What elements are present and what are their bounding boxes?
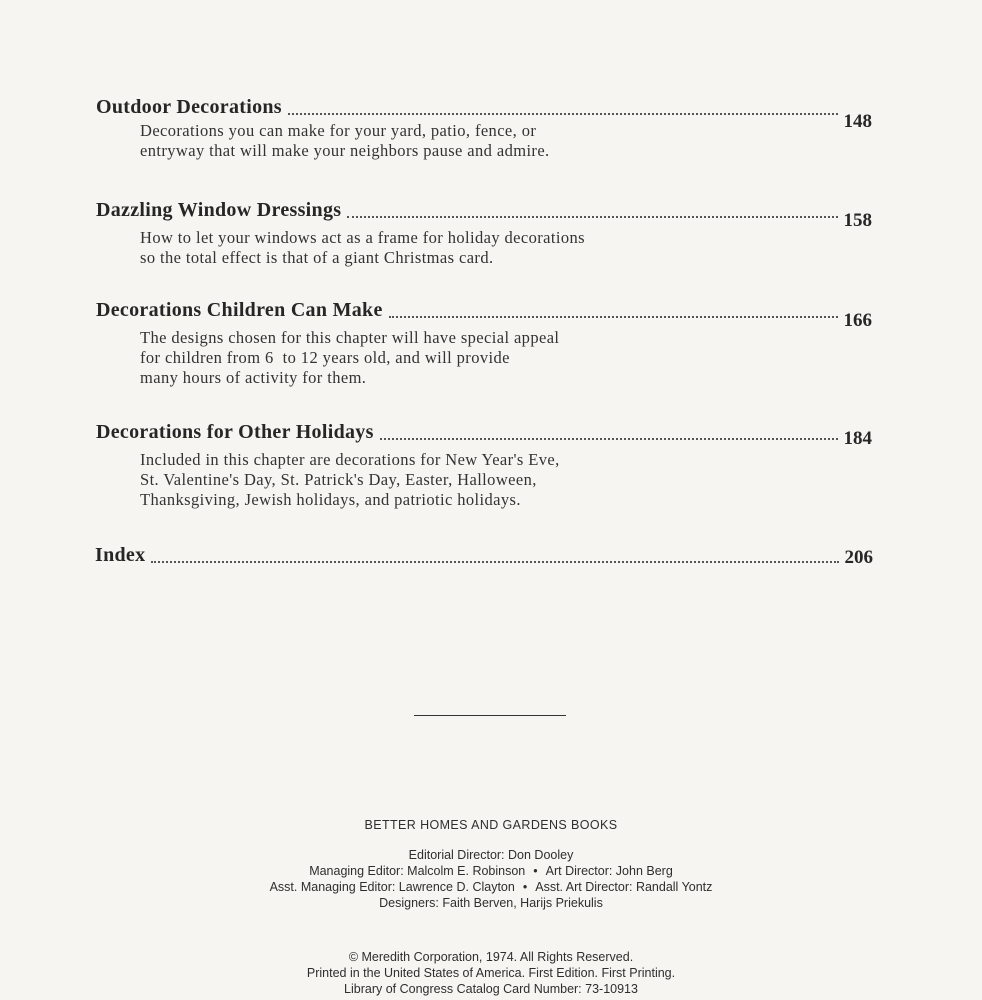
bullet-separator: • [533,864,538,878]
toc-page-number: 184 [843,428,872,449]
toc-description-line: St. Valentine's Day, St. Patrick's Day, Easter, Halloween, [140,470,537,489]
toc-description-line: so the total effect is that of a giant Christmas card. [140,248,494,267]
toc-page-number: 206 [844,547,873,568]
toc-title: Dazzling Window Dressings [96,199,342,221]
toc-entry-outdoor-decorations [96,96,872,161]
toc-line [95,544,873,567]
toc-title: Outdoor Decorations [96,96,282,118]
managing-editor: Managing Editor: Malcolm E. Robinson [309,864,526,878]
toc-page-number: 166 [843,310,872,331]
publisher-credit [0,817,982,833]
designers: Designers: Faith Berven, Harijs Priekulis [379,896,603,910]
toc-description [140,228,872,268]
copyright-notice: © Meredith Corporation, 1974. All Rights Reserved. [348,950,634,964]
toc-description-line: Decorations you can make for your yard, patio, fence, or [140,121,537,140]
dot-leader [347,216,837,218]
dot-leader [151,561,838,563]
asst-managing-editor: Asst. Managing Editor: Lawrence D. Clayton [269,880,515,894]
toc-description [140,121,872,161]
toc-title: Decorations Children Can Make [96,299,383,321]
catalog-number: Library of Congress Catalog Card Number: 73-10913 [344,982,638,996]
copyright-block [0,949,982,997]
toc-description-line: The designs chosen for this chapter will have special appeal [140,328,560,347]
editorial-director: Editorial Director: Don Dooley [408,848,574,862]
toc-entry-index [95,544,873,567]
toc-entry-decorations-children-can-make [96,299,872,388]
toc-description [140,450,872,510]
toc-description [140,328,872,388]
toc-title: Index [95,544,146,566]
dot-leader [380,438,838,440]
art-director: Art Director: John Berg [545,864,673,878]
toc-entry-decorations-for-other-holidays [96,421,872,510]
publisher-name: BETTER HOMES AND GARDENS BOOKS [364,818,618,832]
toc-line [96,421,872,449]
toc-title: Decorations for Other Holidays [96,421,374,443]
dot-leader [288,113,838,115]
assistant-line [0,879,982,895]
bullet-separator: • [522,880,528,894]
toc-description-line: Thanksgiving, Jewish holidays, and patriotic holidays. [140,490,521,509]
divider-rule [414,715,566,716]
asst-art-director: Asst. Art Director: Randall Yontz [535,880,713,894]
toc-description-line: for children from 6 to 12 years old, and will provide [140,348,510,367]
toc-description-line: How to let your windows act as a frame for holiday decorations [140,228,585,247]
printing-notice: Printed in the United States of America. First Edition. First Printing. [306,966,676,980]
toc-page-number: 158 [843,210,872,231]
toc-entry-dazzling-window-dressings [96,199,872,268]
staff-credits [0,847,982,911]
toc-description-line: Included in this chapter are decorations for New Year's Eve, [140,450,560,469]
toc-line [96,199,872,231]
toc-line [96,299,872,331]
toc-description-line: many hours of activity for them. [140,368,367,387]
toc-description-line: entryway that will make your neighbors pause and admire. [140,141,550,160]
dot-leader [389,316,838,318]
editor-line [0,863,982,879]
toc-page-number: 148 [843,111,872,132]
